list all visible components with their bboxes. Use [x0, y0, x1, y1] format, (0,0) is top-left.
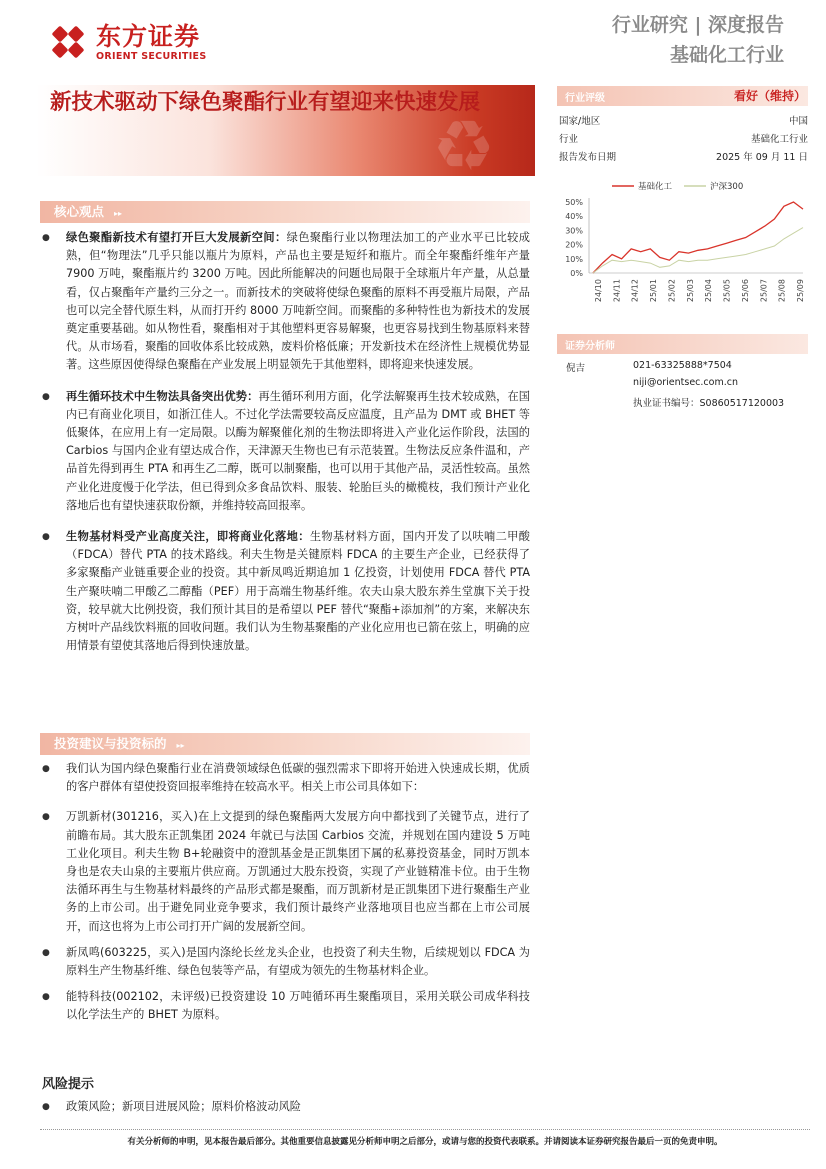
y-tick-label: 10% [565, 254, 583, 264]
x-tick-label: 24/12 [630, 279, 640, 303]
y-tick-label: 50% [565, 198, 583, 207]
core-point [40, 528, 530, 655]
footer-disclaimer: 有关分析师的申明，见本报告最后部分。其他重要信息披露见分析师申明之后部分，或请与您的投资代表联系。并请阅读本证券研究报告最后一页的免责申明。 [127, 1137, 723, 1147]
x-tick-label: 25/08 [777, 279, 787, 303]
core-point-lead: 绿色聚酯新技术有望打开巨大发展新空间： [66, 231, 287, 244]
core-point [40, 229, 530, 375]
core-section-title: 核心观点 [54, 204, 105, 219]
x-tick-label: 25/06 [740, 279, 750, 303]
info-key: 报告发布日期 [559, 152, 617, 163]
core-point [40, 388, 530, 515]
brand-logo [48, 22, 206, 62]
info-key: 国家/地区 [559, 116, 601, 127]
core-point-text: 绿色聚酯行业以物理法加工的产业水平已比较成熟，但“物理法”几乎只能以瓶片为原料，产品也主要是短纤和瓶片。而全年聚酯纤维年产量 7900 万吨，聚酯瓶片约 3200 万吨。因此所能解决的问题也局限于全球瓶片年产量，从总量看，仅占聚酯年产量约三分之一。而新技术的突破将使绿色聚酯的原料不再受瓶片局限，产品也可以完全替代原生料，从而打开约 8000 万吨新空间。而聚酯的多种特性也为新技术的发展奠定重要基础。如从物性看，聚酯相对于其他塑料更容易解聚，也更容易找到生物基原料来替代。从市场看，聚酯的回收体系比较成熟，废料价格低廉；开发新技术在经济性上规模优势显著。这些原因使得绿色聚酯在产业发展上明显领先于其他塑料，即将迎来快速发展。 [66, 231, 530, 372]
core-point-lead: 生物基材料受产业高度关注，即将商业化落地： [66, 530, 310, 544]
invest-point: ● 我们认为国内绿色聚酯行业在消费领域绿色低碳的强烈需求下即将开始进入快速成长期，优质的客户群体有望使投资回报率维持在较高水平。相关上市公司具体如下： [40, 760, 530, 796]
core-point-lead: 再生循环技术中生物法具备突出优势： [66, 389, 259, 403]
x-tick-label: 25/01 [649, 279, 659, 303]
info-key: 行业 [559, 134, 579, 145]
rating-label: 行业评级 [565, 93, 605, 104]
legend-label: 沪深300 [710, 182, 744, 192]
risk-title: 风险提示 [42, 1077, 95, 1092]
analyst-name: 倪吉 [566, 363, 586, 374]
invest-section-title: 投资建议与投资标的 [54, 736, 167, 751]
invest-point: ● 新凤鸣(603225，买入)是国内涤纶长丝龙头企业，也投资了利夫生物，后续规划以 FDCA 为原料生产生物基纤维、绿色包装等产品，有望成为领先的生物基材料企业。 [40, 944, 530, 980]
analyst-phone: 021-63325888*7504 [633, 360, 732, 371]
x-tick-label: 24/10 [594, 279, 603, 303]
decor-arrow-icon: ▸▸ [176, 741, 185, 750]
analyst-email[interactable]: niji@orientsec.com.cn [633, 377, 738, 388]
info-value: 基础化工行业 [750, 134, 808, 145]
footer-divider [40, 1129, 810, 1130]
logo-name-en: ORIENT SECURITIES [96, 50, 207, 62]
info-row [559, 131, 808, 145]
core-section-bar [40, 201, 530, 223]
x-tick-label: 25/07 [759, 279, 769, 303]
core-point-text: 生物基材料方面，国内开发了以呋喃二甲酸（FDCA）替代 PTA 的技术路线。利夫生物是关键原料 FDCA 的主要生产企业，已经获得了多家聚酯产业链重要企业的投资。其中新凤鸣近期追加 1 亿投资，计划使用 FDCA 替代 PTA 生产聚呋喃二甲酸乙二醇酯（PEF）用于高端生物基纤维。农夫山泉大股东养生堂旗下关于投资，较早就大比例投资，我们预计其目的是希望以 PEF 替代“聚酯+添加剂”的方案，来解决东方树叶产品线饮料瓶的回收问题。我们认为生物基聚酯的产业化应用也已箭在弦上，明确的应用情景有望使其落地后得到快速放量。 [66, 530, 530, 653]
y-tick-label: 0% [570, 269, 583, 278]
x-tick-label: 24/11 [612, 279, 622, 303]
x-tick-label: 25/02 [667, 279, 677, 303]
y-tick-label: 30% [565, 226, 583, 236]
info-value: 2025 年 09 月 11 日 [716, 152, 808, 163]
title-banner [36, 85, 535, 176]
core-point-text: 再生循环利用方面，化学法解聚再生技术较成熟，在国内已有商业化项目，如浙江佳人。不过化学法需要较高反应温度，且产品为 DMT 或 BHET 等低聚体，在应用上有一定局限。以酶为解聚催化剂的生物法即将进入产业化运作阶段，法国的 Carbios 与国内企业有望达成合作，天津源天生物也已有示范装置。生物法反应条件温和，产品首先得到再生 PTA 和再生乙二醇，既可以制聚酯，也可以用于其他产品，灵活性较高。虽然产业化进度慢于化学法，但已得到众多食品饮料、服装、轮胎巨头的橄榄枝，我们预计产业化落地后也有望快速获取份额，并维持较高回报率。 [66, 389, 530, 512]
info-row [559, 113, 808, 127]
series-line [593, 202, 803, 273]
x-tick-label: 25/09 [796, 279, 805, 303]
banner-decoration: ♻ [432, 105, 495, 176]
invest-point: ● 能特科技(002102，未评级)已投资建设 10 万吨循环再生聚酯项目，采用关联公司成华科技以化学法生产的 BHET 为原料。 [40, 988, 530, 1024]
x-tick-label: 25/04 [704, 279, 714, 303]
core-points [40, 229, 530, 655]
analyst-cert: 执业证书编号：S0860517120003 [633, 398, 785, 409]
performance-chart [557, 178, 808, 318]
x-tick-label: 25/05 [722, 279, 732, 303]
invest-section-bar [40, 733, 530, 755]
logo-mark-icon [48, 22, 88, 62]
logo-name-cn: 东方证券 [96, 21, 201, 51]
info-value: 中国 [788, 116, 808, 127]
info-row [559, 149, 808, 163]
analyst-bar [557, 334, 808, 354]
risk-point: ● 政策风险；新项目进展风险；原料价格波动风险 [40, 1098, 530, 1116]
y-tick-label: 20% [565, 240, 583, 250]
y-tick-label: 40% [565, 212, 583, 222]
x-tick-label: 25/03 [685, 279, 695, 303]
risk-points [40, 1098, 530, 1116]
invest-points [40, 760, 530, 1025]
legend-label: 基础化工 [638, 182, 673, 192]
decor-arrow-icon: ▸▸ [114, 209, 123, 218]
rating-value: 看好（维持） [733, 89, 806, 103]
report-sector: 基础化工行业 [669, 44, 784, 66]
report-title: 新技术驱动下绿色聚酯行业有望迎来快速发展 [50, 90, 481, 115]
analyst-section-title: 证券分析师 [565, 341, 615, 352]
report-type: 行业研究 | 深度报告 [611, 14, 784, 36]
invest-point: ● 万凯新材(301216，买入)在上文提到的绿色聚酯两大发展方向中都找到了关键节点，进行了前瞻布局。其大股东正凯集团 2024 年就已与法国 Carbios 交流，并规划在国内建设 5 万吨工业化项目。利夫生物 B+轮融资中的澄凯基金是正凯集团下属的私募投资基金，同时万凯本身也是农夫山泉的主要瓶片供应商。万凯通过大股东投资，实现了产业链精准卡位。由于生物法循环再生与生物基材料最终的产品形式都是聚酯，而万凯新材是正凯集团下进行聚酯生产业务的上市公司。出于避免同业竞争要求，我们预计最终产业落地项目也应当都在上市公司展开，而这也将为上市公司打开广阔的发展新空间。 [40, 808, 530, 935]
